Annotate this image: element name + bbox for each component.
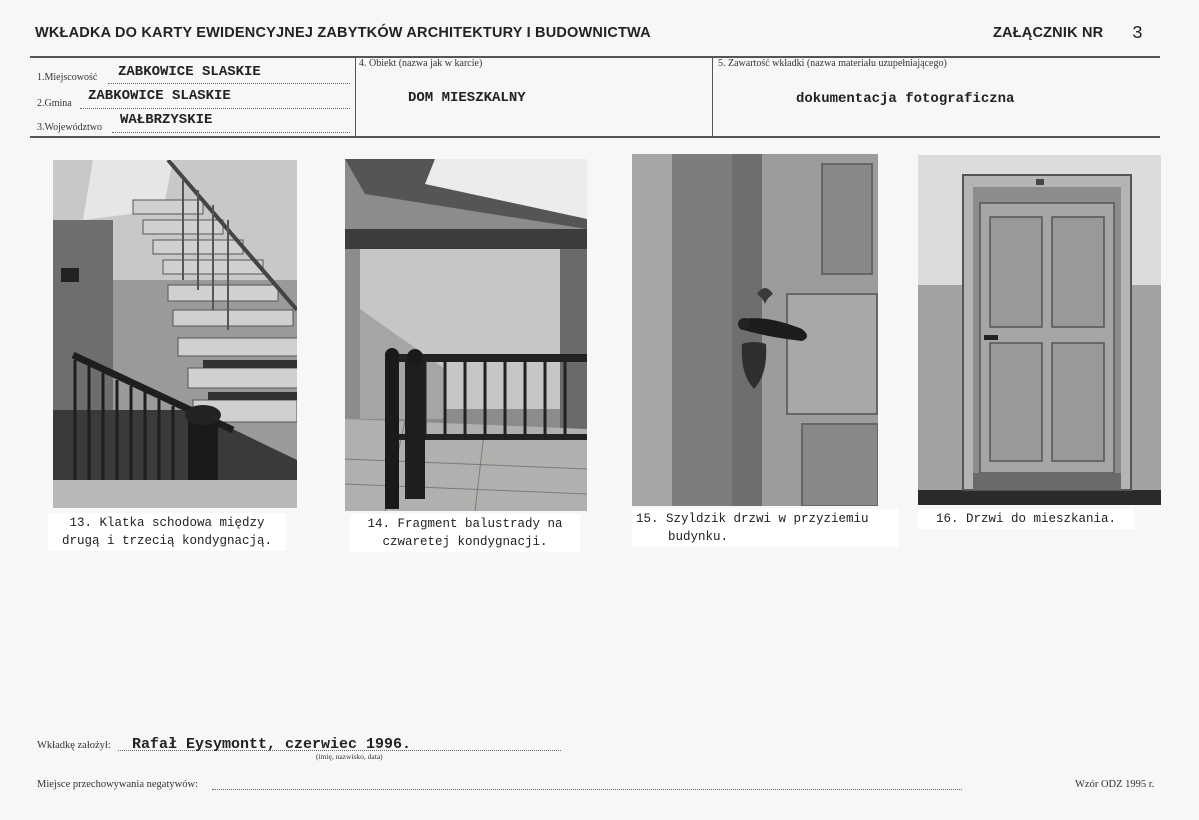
wojewodztwo-label: 3.Województwo <box>37 122 103 133</box>
zalozyl-label: Wkładkę założył: <box>37 740 111 751</box>
photo-balustrade <box>345 159 587 511</box>
obiekt-label: 4. Obiekt (nazwa jak w karcie) <box>359 58 483 69</box>
caption-15-line1: 15. Szyldzik drzwi w przyziemiu <box>636 512 869 526</box>
wojewodztwo-dotline <box>112 132 350 133</box>
zalozyl-hint: (imię, nazwisko, data) <box>316 752 383 761</box>
column-divider-1 <box>355 56 356 137</box>
miejscowosc-label: 1.Miejscowość <box>37 72 98 83</box>
zawartosc-label: 5. Zawartość wkładki (nazwa materiału uzupełniającego) <box>718 58 947 69</box>
fields-bottom-rule <box>30 136 1160 138</box>
zawartosc-value: dokumentacja fotograficzna <box>796 91 1015 107</box>
document-title: WKŁADKA DO KARTY EWIDENCYJNEJ ZABYTKÓW ARCHITEKTURY I BUDOWNICTWA <box>35 25 651 41</box>
column-divider-2 <box>712 56 713 137</box>
gmina-dotline <box>80 108 350 109</box>
miejsce-label: Miejsce przechowywania negatywów: <box>37 779 198 790</box>
caption-photo-16 <box>918 509 1134 529</box>
caption-13-line2: drugą i trzecią kondygnacją. <box>61 534 273 548</box>
caption-photo-13 <box>48 513 286 551</box>
gmina-label: 2.Gmina <box>37 98 72 109</box>
photo-staircase <box>53 160 297 508</box>
miejsce-dotline <box>212 789 962 790</box>
caption-14-line2: czwaretej kondygnacji. <box>382 535 548 549</box>
zalozyl-value: Rafał Eysymontt, czerwiec 1996. <box>132 736 412 753</box>
attachment-number: 3 <box>1132 24 1143 44</box>
caption-15-line2: budynku. <box>668 530 729 544</box>
caption-13-line1: 13. Klatka schodowa między <box>69 516 265 530</box>
miejscowosc-dotline <box>108 83 350 84</box>
obiekt-value: DOM MIESZKALNY <box>408 90 526 106</box>
caption-photo-14 <box>350 514 580 552</box>
caption-16-line1: 16. Drzwi do mieszkania. <box>935 512 1117 526</box>
wojewodztwo-value: WAŁBRZYSKIE <box>120 112 213 128</box>
miejscowosc-value: ZABKOWICE SLASKIE <box>118 64 261 80</box>
attachment-label: ZAŁĄCZNIK NR <box>993 25 1104 41</box>
caption-photo-15 <box>632 509 898 547</box>
photo-door-escutcheon <box>632 154 878 506</box>
gmina-value: ZABKOWICE SLASKIE <box>88 88 231 104</box>
photo-apartment-door <box>918 155 1161 505</box>
header-rule <box>30 56 1160 58</box>
caption-14-line1: 14. Fragment balustrady na <box>367 517 563 531</box>
form-version: Wzór ODZ 1995 r. <box>1075 779 1155 790</box>
